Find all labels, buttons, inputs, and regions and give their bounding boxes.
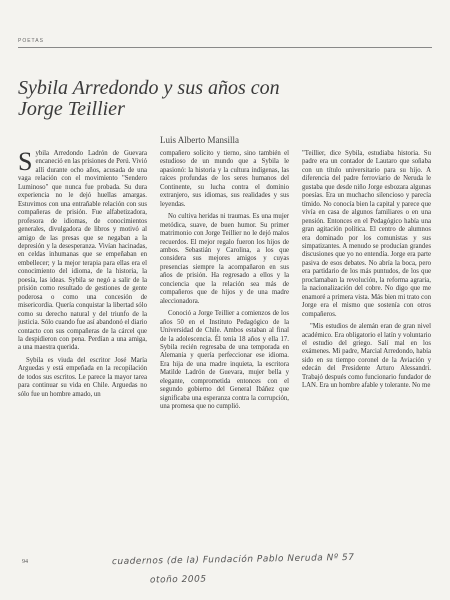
- drop-cap: S: [18, 150, 33, 176]
- header-rule: [18, 47, 432, 48]
- article-body: [18, 150, 432, 555]
- paragraph: compañero solícito y tierno, sino también el estudioso de un mundo que a Sybila le apasionó: la historia y la cultura indígenas, las raíces profundas de los seres humanos del Continente, su lucha contra el dominio extranjero, sus idiomas, sus realidades y sus leyendas.: [160, 150, 289, 208]
- paragraph: Sybila es viuda del escritor José María Arguedas y está empeñada en la recopilación de todos sus escritos. Le parece la mayor tarea para continuar su vida en Chile. Arguedas no sólo fue un hombre amado, un: [18, 356, 147, 398]
- handwritten-date: otoño 2005: [149, 574, 207, 586]
- article-author: Luis Alberto Mansilla: [160, 135, 239, 145]
- column-2: [160, 150, 289, 555]
- column-3: [302, 150, 431, 555]
- section-label: POETAS: [18, 38, 44, 44]
- paragraph: [18, 150, 147, 353]
- column-1: [18, 150, 147, 555]
- paragraph: Conoció a Jorge Teillier a comienzos de los años 50 en el Instituto Pedagógico de la Universidad de Chile. Ambos estaban al final de la adolescencia. Él tenía 18 años y ella 17. Sybila recién regresaba de una temporada en Alemania y quería perfeccionar ese idioma. Era hija de una madre inquieta, la escritora Matilde Ladrón de Guevara, mujer bella y elegante, comprometida entonces con el segundo gobierno del General Ibáñez que significaba una esperanza contra la corrupción, una promesa que no cumplió.: [160, 310, 289, 411]
- paragraph: No cultiva heridas ni traumas. Es una mujer metódica, suave, de buen humor. Su primer matrimonio con Jorge Teillier no le dejó malos recuerdos. El mejor regalo fueron los hijos de ambos. Sebastián y Carolina, a los que considera sus mejores amigos y cuyas presencias siempre la acompañaron en sus años de prisión. Ha regresado a ellos y la conciencia que la relación sea más de compañeros que de hijos y de una madre aleccionadora.: [160, 213, 289, 305]
- paragraph: "Mis estudios de alemán eran de gran nivel académico. Era obligatorio el latín y voluntario el estudio del griego. Salí mal en los exámenes. Mi padre, Marcial Arredondo, había sido en su tiempo coronel de la Aviación y edecán del Presidente Arturo Alessandri. Trabajó después como funcionario fundador de LAN. Era un hombre afable y tolerante. No me: [302, 323, 431, 390]
- page-number: 94: [22, 559, 28, 565]
- handwritten-citation: cuadernos (de la) Fundación Pablo Neruda Nº 57: [111, 552, 355, 568]
- paragraph-text: ybila Arredondo Ladrón de Guevara encaneció en las prisiones de Perú. Vivió allí durante ocho años, acusada de una vaga relación con el movimiento "Sendero Luminoso" que nunca fue probada. Su dura experiencia no le dejó huellas amargas. Estuvimos con una entrañable relación con sus compañeras de prisión. Fue alfabetizadora, profesora de idiomas, de conocimientos generales, divulgadora de libros y motivó al amigo de las presas que se negaban a la depresión y la desesperanza. Vivían hacinadas, en celdas inhumanas que se empeñaban en embellecer; y la mejor terapia para ellas era el conocimiento del idioma, de la historia, la poesía, las ideas. Sybila se negó a salir de la prisión como resultado de gestiones de gente poderosa o como una concesión de misericordia. Quería conquistar la libertad sólo como su derecho natural y del triunfo de la justicia. Sólo cuando fue así abandonó el diario contacto con sus compañeras de la cárcel que la despidieron con pena. Perdían a una amiga, a una maestra querida.: [18, 150, 147, 352]
- article-title: Sybila Arredondo y sus años con Jorge Teillier: [18, 77, 280, 120]
- paragraph: "Teillier, dice Sybila, estudiaba historia. Su padre era un contador de Lautaro que soñaba con un título universitario para su hijo. A diferencia del padre ferroviario de Neruda le gustaba que desde niño Jorge esbozara algunas poesías. Era un muchacho silencioso y parecía tímido. No conocía bien la capital y parece que vivía en casa de algunos familiares o en una pensión. Entonces en el Pedagógico había una gran agitación política. El centro de alumnos era dominado por los comunistas y sus simpatizantes. A menudo se producían grandes discusiones que yo no entendía. Jorge era parte pasiva de esos debates. No abría la boca, pero era partidario de los más puntudos, de los que proclamaban la revolución, la reforma agraria, la nacionalización del cobre. No digo que me enamoré a primera vista. Más bien mi trato con Jorge era el mismo que sostenía con otros compañeros.: [302, 150, 431, 318]
